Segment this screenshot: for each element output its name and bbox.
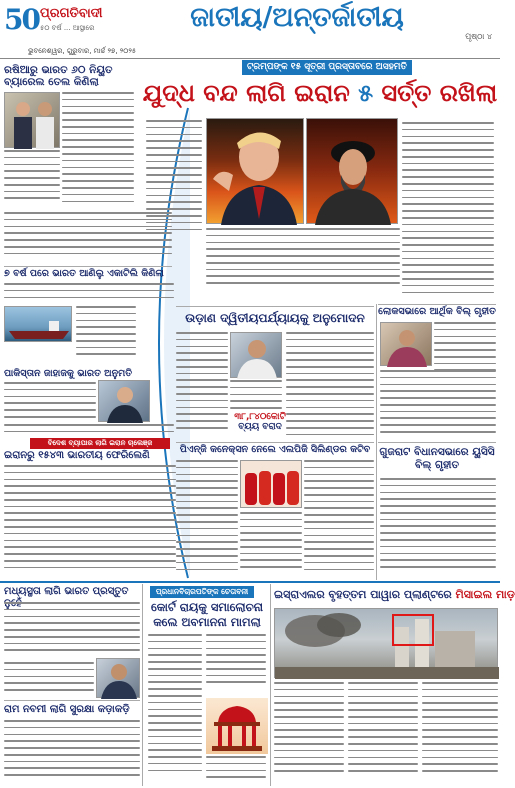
person-icon xyxy=(231,333,283,379)
gas-cylinder-icon xyxy=(241,461,303,509)
flight-body-a xyxy=(176,332,228,440)
story3-headline: ପାକିସ୍ତାନ ଜାହାଜକୁ ଭାରତ ଅନୁମତି xyxy=(4,368,133,379)
person-icon xyxy=(97,659,141,699)
loksabha-body-b xyxy=(380,370,496,440)
court-kicker: ପ୍ରଧାନବିଚାରପତିଙ୍କ ଚେତାବନୀ xyxy=(150,586,254,598)
israel-body-a xyxy=(274,682,344,782)
divider xyxy=(176,442,374,443)
lead-headline-part2: ସର୍ତ୍ତ ରଖିଲା xyxy=(373,78,498,107)
israel-headline-part1: ଇସ୍ରାଏଲର ବୃହତ୍ତମ ପାୱାର ପ୍ଲାଣ୍ଟରେ xyxy=(274,588,456,601)
story2-body-a xyxy=(4,283,174,305)
story2-body-b xyxy=(76,306,136,366)
budget-callout xyxy=(226,412,294,440)
lead-headline-number: ୫ xyxy=(358,78,374,107)
story4-kicker: ବିଦେଶ ବ୍ୟାପାର ଲାଗି ଇରାନ ଚାଲେଞ୍ଜ xyxy=(30,438,170,449)
story4-body xyxy=(4,465,176,577)
lpg-body-a xyxy=(176,460,238,578)
masthead xyxy=(0,0,500,58)
israel-body-c xyxy=(422,682,498,782)
flight-body-c xyxy=(286,332,374,442)
section-rule xyxy=(0,581,500,583)
divider xyxy=(378,442,496,443)
court-headline: କୋର୍ଟ ରାୟକୁ ସମାଲୋଚନା କଲେ ଅବମାନନା ମାମଲା xyxy=(150,600,264,629)
page-number: ପୃଷ୍ଠା ୪ xyxy=(465,32,492,41)
lpg-body-c xyxy=(304,460,374,578)
supreme-court-photo xyxy=(206,698,268,754)
lead-body-col2 xyxy=(206,228,400,288)
mediation-body-a xyxy=(4,602,140,660)
israel-body-b xyxy=(348,682,418,782)
tanker-ship-photo xyxy=(4,306,72,342)
header-rule xyxy=(0,58,500,59)
cleric-figure-icon xyxy=(307,119,399,225)
column-divider xyxy=(270,584,271,786)
flight-headline: ଉଡ଼ାଣ ଦ୍ୱିତୀୟପର୍ଯ୍ୟାୟକୁ ଅନୁମୋଦନ xyxy=(185,311,365,325)
story1-body-b xyxy=(4,150,60,210)
iran-leader-photo xyxy=(306,118,398,224)
divider xyxy=(176,306,374,307)
story4-headline: ଇରାନରୁ ୧୫୪୩ ଭାରତୀୟ ଫେରିଲେଣି xyxy=(4,450,150,461)
trump-photo xyxy=(206,118,304,224)
trump-figure-icon xyxy=(207,119,305,225)
date-bar xyxy=(0,47,500,58)
power-plant-photo xyxy=(274,608,498,678)
lead-kicker: ଟ୍ରମ୍ପଙ୍କ ୧୫ ସୂତ୍ରୀ ପ୍ରସ୍ତାବରେ ଅସହମତି xyxy=(242,60,412,75)
lpg-body-b xyxy=(240,512,302,578)
budget-label: ବ୍ୟୟ ବରାଦ xyxy=(238,422,282,432)
court-body-a xyxy=(148,634,202,782)
budget-number: ୩୮,୮୪୦କୋଟି xyxy=(234,412,286,422)
court-building-icon xyxy=(206,698,268,754)
court-body-c xyxy=(206,756,266,782)
finance-minister-photo xyxy=(380,322,432,366)
column-divider xyxy=(142,584,143,786)
paper-name: ପ୍ରଗତିବାଦୀ xyxy=(40,6,103,21)
minister-jaishankar-photo xyxy=(96,658,140,698)
israel-headline-part2: ମିସାଇଲ ମାଡ଼ xyxy=(455,588,515,601)
paper-tagline: ୫୦ ବର୍ଷ ... ଆସ୍ଥାରେ xyxy=(40,24,95,32)
divider xyxy=(378,304,496,305)
story1-body-c xyxy=(4,212,172,264)
story2-headline: ୭ ବର୍ଷ ପରେ ଭାରତ ଆଣିଲୁ ଏକାଟିଲି କିଣିଲା xyxy=(4,268,164,279)
mediation-body-b xyxy=(4,662,94,698)
story3-body xyxy=(4,382,96,422)
ramnavami-headline: ରାମ ନବମୀ ଲାଗି ସୁରକ୍ଷା କଡ଼ାକଡ଼ି xyxy=(4,704,130,715)
israel-headline xyxy=(274,588,515,604)
anniversary-logo xyxy=(4,3,42,37)
mediation-headline: ମଧ୍ୟସ୍ଥତା ଲାଗି ଭାରତ ପ୍ରସ୍ତୁତ xyxy=(4,586,129,597)
column-divider xyxy=(376,304,377,580)
lpg-headline: ପିଏନ୍‌ଜି କନେକ୍ସନ ନେଲେ ଏଲପିଜି ସିଲିଣ୍ଡର କଟିବ xyxy=(179,444,371,455)
loksabha-headline: ଲୋକସଭାରେ ଆର୍ଥିକ ବିଲ୍ ଗୃହୀତ xyxy=(378,306,496,317)
gujarat-headline: ଗୁଜରାଟ ବିଧାନସଭାରେ ୟୁସିସି ବିଲ୍ ଗୃହୀତ xyxy=(379,446,495,471)
story1-headline: ରଷିଆରୁ ଭାରତ ୬୦ ନିୟୁତ ବ୍ୟାରେଲ ତେଲ କିଣିଲା xyxy=(4,64,113,88)
logo-number: 50 xyxy=(4,3,39,36)
story1-body-a xyxy=(62,92,134,212)
lead-headline-part1: ଯୁଦ୍ଧ ବନ୍ଦ ଲାଗି ଇରାନ xyxy=(142,78,359,107)
ramnavami-body xyxy=(4,720,140,782)
pakistan-official-photo xyxy=(98,380,150,422)
section-title: ଜାତୀୟ/ଅନ୍ତର୍ଜାତୀୟ xyxy=(190,2,404,33)
story3-body-b xyxy=(4,424,174,438)
person-icon xyxy=(99,381,151,423)
person-icon xyxy=(381,323,433,367)
handshake-figure-icon xyxy=(5,93,61,149)
minister-photo xyxy=(230,332,282,378)
divider xyxy=(4,266,172,267)
power-plant-smoke-icon xyxy=(275,609,499,679)
lpg-cylinders-photo xyxy=(240,460,302,508)
divider xyxy=(4,700,140,701)
court-body-b xyxy=(206,634,266,694)
lead-body-col3 xyxy=(402,122,494,300)
leaders-handshake-photo xyxy=(4,92,60,148)
gujarat-body xyxy=(380,478,496,578)
date-line: ଭୁବନେଶ୍ୱର, ଗୁରୁବାର, ମାର୍ଚ୍ଚ ୨୭, ୨୦୨୫ xyxy=(28,47,137,55)
ship-icon xyxy=(5,307,73,343)
lead-headline xyxy=(140,78,500,112)
